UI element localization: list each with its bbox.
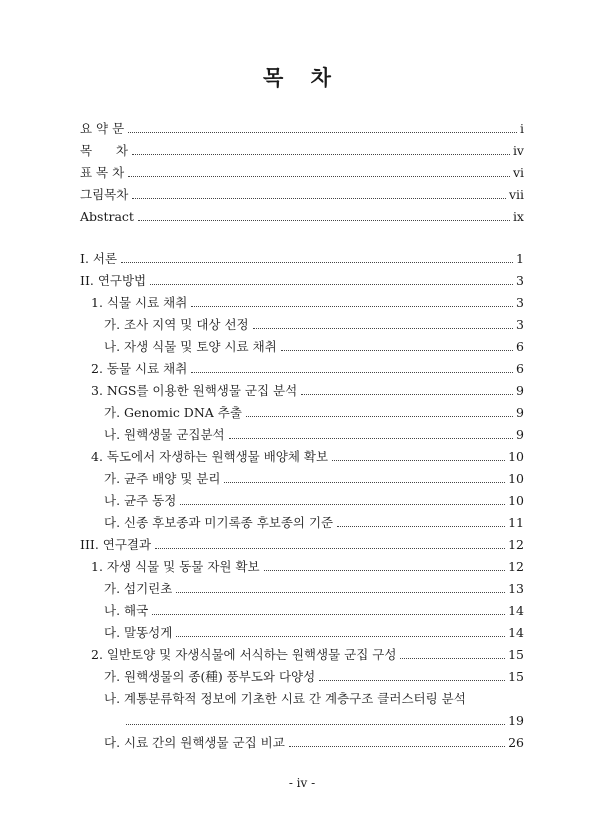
toc-row[interactable]	[91, 356, 524, 376]
toc-row[interactable]	[104, 510, 524, 530]
toc-row[interactable]	[80, 204, 524, 224]
toc-page: 3	[516, 273, 524, 288]
toc-label: 표 목 차	[80, 165, 125, 180]
toc-label: 나. 자생 식물 및 토양 시료 채취	[104, 339, 277, 354]
dot-leader	[400, 657, 505, 659]
toc-row[interactable]	[80, 182, 524, 202]
toc-page: 10	[508, 471, 524, 486]
toc-row[interactable]	[80, 268, 524, 288]
toc-row[interactable]	[104, 334, 524, 354]
toc-page: 15	[508, 669, 524, 684]
toc-label: 가. 조사 지역 및 대상 선정	[104, 317, 249, 332]
toc-label: 그림목차	[80, 187, 129, 202]
dot-leader	[138, 219, 510, 221]
toc-row[interactable]	[80, 138, 524, 158]
dot-leader	[281, 349, 513, 351]
dot-leader	[191, 305, 513, 307]
toc-page: 9	[516, 427, 524, 442]
toc-row[interactable]	[104, 620, 524, 640]
toc-page: 19	[508, 713, 524, 728]
toc-row[interactable]	[80, 246, 524, 266]
dot-leader	[180, 503, 505, 505]
dot-leader	[319, 679, 505, 681]
toc-page: 3	[516, 317, 524, 332]
toc-row[interactable]	[104, 730, 524, 750]
toc-page: 6	[516, 339, 524, 354]
toc-page: i	[520, 121, 524, 136]
toc-page: 12	[508, 559, 524, 574]
toc-page: 9	[516, 405, 524, 420]
toc-label: II. 연구방법	[80, 273, 147, 288]
dot-leader	[132, 153, 510, 155]
toc-row[interactable]	[80, 160, 524, 180]
toc-row-continuation[interactable]	[126, 708, 524, 728]
dot-leader	[246, 415, 513, 417]
toc-row[interactable]	[91, 444, 524, 464]
toc-label: 2. 일반토양 및 자생식물에 서식하는 원핵생물 군집 구성	[91, 647, 397, 662]
toc-page: vii	[508, 187, 524, 202]
toc-label: 나. 계통분류학적 정보에 기초한 시료 간 계층구조 클러스터링 분석	[104, 691, 466, 706]
dot-leader	[301, 393, 513, 395]
toc-page: 12	[508, 537, 524, 552]
toc-row[interactable]	[91, 378, 524, 398]
toc-row[interactable]	[104, 488, 524, 508]
toc-label: 1. 자생 식물 및 동물 자원 확보	[91, 559, 260, 574]
toc-page: 6	[516, 361, 524, 376]
toc-page: 14	[508, 603, 524, 618]
toc-row[interactable]	[91, 642, 524, 662]
toc-row[interactable]	[104, 686, 524, 706]
page-title: 목 차	[263, 65, 341, 90]
dot-leader	[132, 197, 506, 199]
toc-page: vi	[512, 165, 524, 180]
dot-leader	[150, 283, 513, 285]
toc-page: 1	[516, 251, 524, 266]
toc-label: 요 약 문	[80, 121, 125, 136]
dot-leader	[289, 745, 505, 747]
toc-row[interactable]	[91, 554, 524, 574]
toc-row[interactable]	[104, 400, 524, 420]
toc-page: 9	[516, 383, 524, 398]
dot-leader	[128, 175, 510, 177]
dot-leader	[128, 131, 517, 133]
toc-page: 13	[508, 581, 524, 596]
toc-label: 가. 원핵생물의 종(種) 풍부도와 다양성	[104, 669, 316, 684]
toc-page: 3	[516, 295, 524, 310]
toc-row[interactable]	[104, 598, 524, 618]
toc-page: iv	[512, 143, 524, 158]
toc-label: 3. NGS를 이용한 원핵생물 군집 분석	[91, 383, 298, 398]
dot-leader	[176, 635, 505, 637]
toc-label: 다. 시료 간의 원핵생물 군집 비교	[104, 735, 285, 750]
dot-leader	[176, 591, 505, 593]
dot-leader	[337, 525, 505, 527]
toc-row[interactable]	[80, 532, 524, 552]
toc-label: III. 연구결과	[80, 537, 152, 552]
toc-page: 10	[508, 449, 524, 464]
toc-label: 2. 동물 시료 채취	[91, 361, 188, 376]
toc-label: I. 서론	[80, 251, 118, 266]
dot-leader	[253, 327, 513, 329]
dot-leader	[121, 261, 513, 263]
toc-page: 14	[508, 625, 524, 640]
toc-label: 다. 말똥성게	[104, 625, 173, 640]
toc-label: 나. 균주 동정	[104, 493, 177, 508]
toc-page: 10	[508, 493, 524, 508]
dot-leader	[224, 481, 505, 483]
toc-label: 가. 균주 배양 및 분리	[104, 471, 221, 486]
toc-label: 1. 식물 시료 채취	[91, 295, 188, 310]
toc-label: 4. 독도에서 자생하는 원핵생물 배양체 확보	[91, 449, 329, 464]
dot-leader	[332, 459, 505, 461]
dot-leader	[264, 569, 506, 571]
toc-row[interactable]	[80, 116, 524, 136]
dot-leader	[229, 437, 513, 439]
toc-page: 11	[508, 515, 524, 530]
toc-label: 나. 원핵생물 군집분석	[104, 427, 225, 442]
page-number-footer: - iv -	[288, 776, 316, 790]
dot-leader	[152, 613, 505, 615]
toc-label: 목 차	[80, 143, 128, 158]
toc-page: ix	[512, 209, 524, 224]
toc-row[interactable]	[104, 466, 524, 486]
dot-leader	[191, 371, 513, 373]
dot-leader	[126, 723, 505, 725]
toc-row[interactable]	[104, 576, 524, 596]
toc-row[interactable]	[91, 290, 524, 310]
toc-label: 나. 해국	[104, 603, 149, 618]
toc-page: 26	[508, 735, 524, 750]
toc-label: 가. Genomic DNA 추출	[104, 405, 242, 420]
toc-row[interactable]	[104, 312, 524, 332]
toc-page: 15	[508, 647, 524, 662]
toc-row[interactable]	[104, 422, 524, 442]
toc-label: 다. 신종 후보종과 미기록종 후보종의 기준	[104, 515, 334, 530]
toc-label: Abstract	[80, 209, 134, 224]
toc-row[interactable]	[104, 664, 524, 684]
dot-leader	[155, 547, 505, 549]
toc-label: 가. 섬기린초	[104, 581, 173, 596]
